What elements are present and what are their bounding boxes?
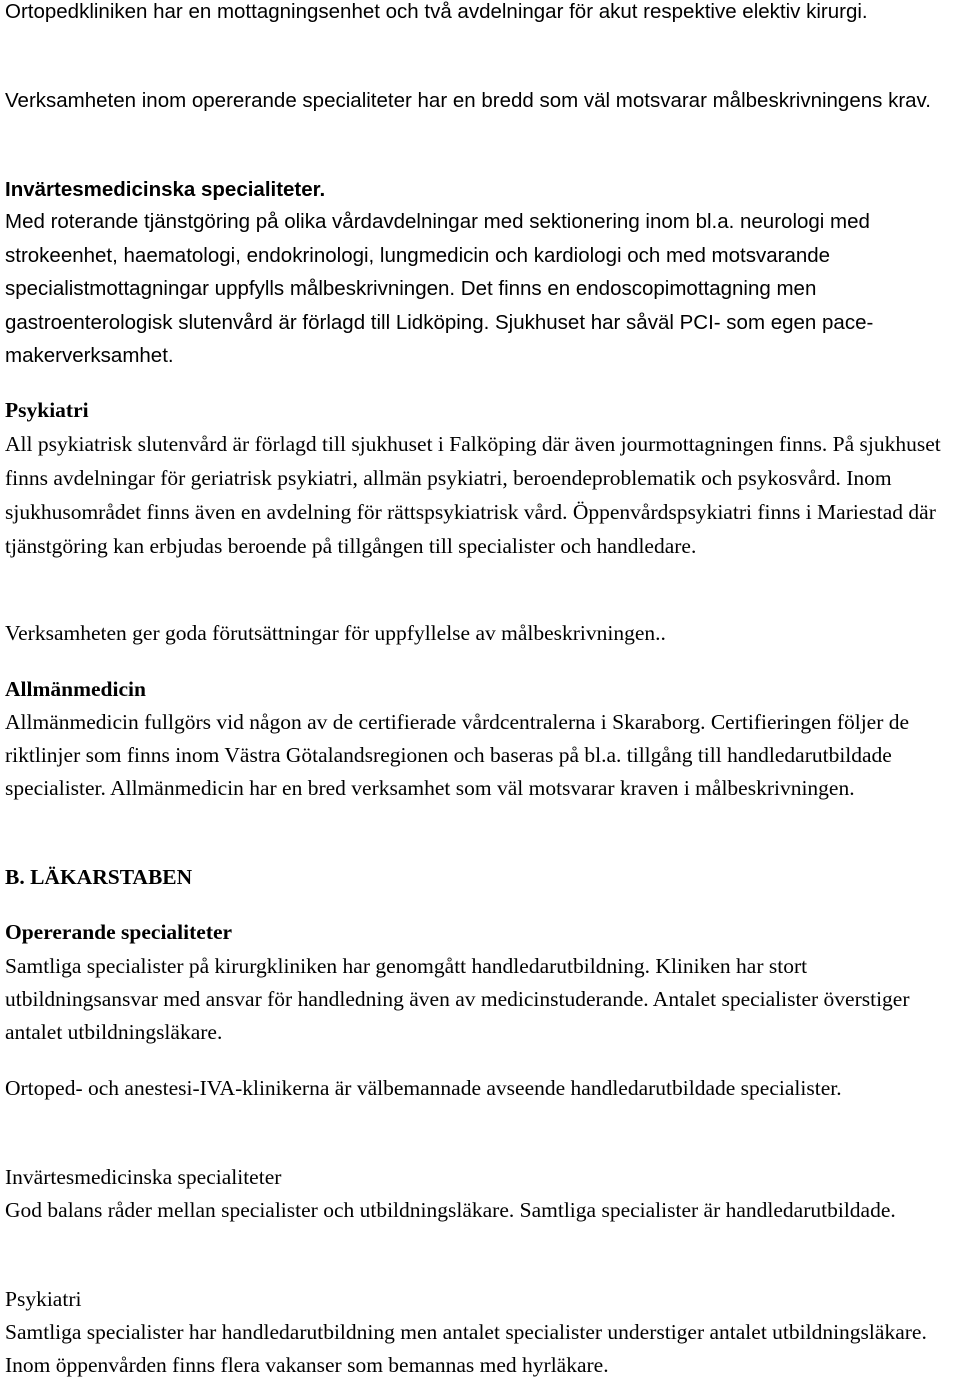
heading-invartesmedicin-1: Invärtesmedicinska specialiteter. [5,178,326,201]
paragraph-ortopedkliniken: Ortopedkliniken har en mottagningsenhet och två avdelningar för akut respektive elektiv kirurgi. [5,0,868,23]
paragraph-balans: God balans råder mellan specialister och utbildningsläkare. Samtliga specialister är handledarutbildade. [5,1198,896,1222]
paragraph-psykiatri-specialister: Samtliga specialister har handledarutbildning men antalet specialister understiger antalet utbildningsläkare. Inom öppenvården finns flera vakanser som bemannas med hyrläkare. [5,1320,927,1377]
heading-invartesmedicin-2: Invärtesmedicinska specialiteter [5,1165,282,1189]
heading-lakarstaben: B. LÄKARSTABEN [5,865,193,889]
paragraph-psykiatri: All psykiatrisk slutenvård är förlagd till sjukhuset i Falköping där även jourmottagningen finns. På sjukhuset finns avdelningar för geriatrisk psykiatri, allmän psykiatri, beroendeproblematik och psykosvård. Inom sjukhusområdet finns även en avdelning för rättspsykiatrisk vård. Öppenvårdspsykiatri finns i Mariestad där tjänstgöring kan erbjudas beroende på tillgången till specialister och handledare. [5,432,941,558]
paragraph-allmanmedicin: Allmänmedicin fullgörs vid någon av de certifierade vårdcentralerna i Skaraborg. Certifieringen följer de riktlinjer som finns inom Västra Götalandsregionen och baseras på bl.a. tillgång till handledarutbildade specialister. Allmänmedicin har en bred verksamhet som väl motsvarar kraven i målbeskrivningen. [5,710,910,800]
heading-psykiatri-2: Psykiatri [5,1287,82,1311]
heading-psykiatri-1: Psykiatri [5,398,89,422]
paragraph-kirurgkliniken: Samtliga specialister på kirurgkliniken har genomgått handledarutbildning. Kliniken har stort utbildningsansvar med ansvar för handledning även av medicinstuderande. Antalet specialister överstiger antalet utbildningsläkare. [5,954,910,1044]
paragraph-opererande-verksamhet: Verksamheten inom opererande specialiteter har en bredd som väl motsvarar målbeskrivningens krav. [5,89,931,112]
paragraph-invartesmedicin: Med roterande tjänstgöring på olika vårdavdelningar med sektionering inom bl.a. neurologi med strokeenhet, haematologi, endokrinologi, lungmedicin och kardiologi och med motsvarande specialistmottagningar uppfylls målbeskrivningen. Det finns en endoscopimottagning men gastroenterologisk slutenvård är förlagd till Lidköping. Sjukhuset har såväl PCI- som egen pace-makerverksamhet. [5,210,874,367]
heading-opererande-specialiteter: Opererande specialiteter [5,920,233,944]
heading-allmanmedicin: Allmänmedicin [5,677,146,701]
paragraph-ortoped-anestesi: Ortoped- och anestesi-IVA-klinikerna är välbemannade avseende handledarutbildade specialister. [5,1076,842,1100]
paragraph-forutsattningar: Verksamheten ger goda förutsättningar för uppfyllelse av målbeskrivningen.. [5,621,666,645]
